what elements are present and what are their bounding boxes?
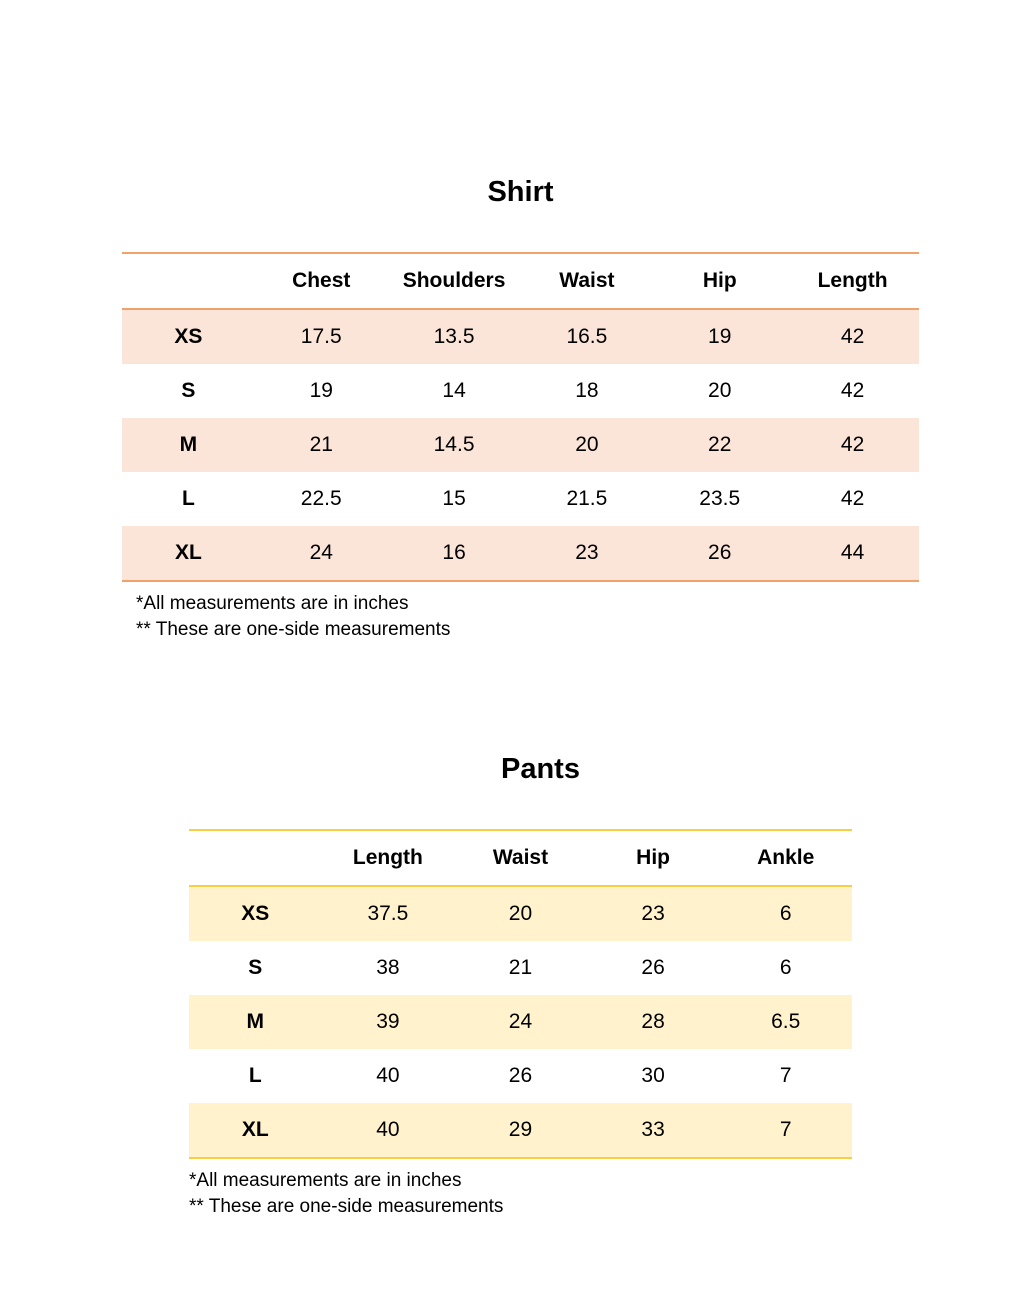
table-cell: 7 [719,1103,852,1158]
size-label: XL [122,526,255,581]
one-side-note: ** These are one-side measurements [189,1196,504,1217]
size-label: S [248,956,263,979]
column-header: Length [352,846,423,869]
table-header-row [122,253,919,309]
size-label: XL [189,1103,322,1158]
column-header: Hip [636,846,670,869]
table-cell: 38 [376,956,400,979]
table-cell: 39 [322,995,455,1049]
table-cell: 22.5 [300,487,342,510]
size-label: L [182,487,195,510]
shirt-notes [136,591,450,643]
table-cell: 42 [840,379,865,402]
table-cell: 17.5 [255,309,388,364]
table-cell: 40 [376,1064,400,1087]
size-label: L [248,1064,262,1087]
column-header: Shoulders [402,269,506,292]
table-cell: 20 [454,886,587,941]
table-cell: 16 [388,526,521,581]
table-row [189,995,852,1049]
table-cell: 21 [508,956,533,979]
table-cell: 20 [708,379,732,402]
table-cell: 16.5 [520,309,653,364]
table-cell: 14 [442,379,466,402]
table-cell: 42 [786,418,919,472]
table-cell: 26 [653,526,786,581]
table-cell: 18 [575,379,599,402]
table-cell: 24 [255,526,388,581]
table-cell: 26 [508,1064,533,1087]
one-side-note: ** These are one-side measurements [136,619,451,640]
table-cell: 23 [587,886,720,941]
column-header: Waist [559,269,615,292]
table-cell: 37.5 [322,886,455,941]
table-row [122,526,919,581]
table-cell: 23.5 [699,487,741,510]
table-cell: 21.5 [566,487,608,510]
table-cell: 19 [653,309,786,364]
table-cell: 24 [454,995,587,1049]
table-cell: 40 [322,1103,455,1158]
table-row [122,472,919,526]
table-cell: 6.5 [719,995,852,1049]
table-cell: 23 [520,526,653,581]
table-cell: 44 [786,526,919,581]
column-header: Ankle [757,846,815,869]
table-cell: 19 [309,379,333,402]
size-label: M [189,995,322,1049]
column-header [189,830,322,886]
table-cell: 13.5 [388,309,521,364]
table-cell: 22 [653,418,786,472]
table-header-row [189,830,852,886]
column-header: Length [817,269,888,292]
table-cell: 26 [641,956,665,979]
table-cell: 33 [587,1103,720,1158]
column-header [122,253,255,309]
table-row [189,1049,852,1103]
table-cell: 6 [719,886,852,941]
table-cell: 15 [442,487,466,510]
table-cell: 6 [779,956,792,979]
size-label: XS [122,309,255,364]
pants-title: Pants [501,753,580,785]
table-cell: 14.5 [388,418,521,472]
column-header: Waist [492,846,549,869]
table-row [122,309,919,364]
table-cell: 42 [786,309,919,364]
units-note: *All measurements are in inches [189,1170,462,1191]
table-cell: 7 [779,1064,792,1087]
table-cell: 30 [641,1064,665,1087]
shirt-title: Shirt [487,176,554,208]
table-cell: 20 [520,418,653,472]
table-row [189,1103,852,1158]
table-cell: 28 [587,995,720,1049]
size-label: XS [189,886,322,941]
table-row [189,886,852,941]
table-cell: 29 [454,1103,587,1158]
table-cell: 21 [255,418,388,472]
table-cell: 42 [840,487,865,510]
table-row [122,364,919,418]
shirt-size-table [122,252,919,582]
column-header: Chest [292,269,351,292]
pants-notes [189,1168,503,1220]
table-row [122,418,919,472]
table-row [189,941,852,995]
column-header: Hip [702,269,737,292]
size-label: S [181,379,196,402]
size-label: M [122,418,255,472]
units-note: *All measurements are in inches [136,593,409,614]
pants-size-table [189,829,852,1159]
